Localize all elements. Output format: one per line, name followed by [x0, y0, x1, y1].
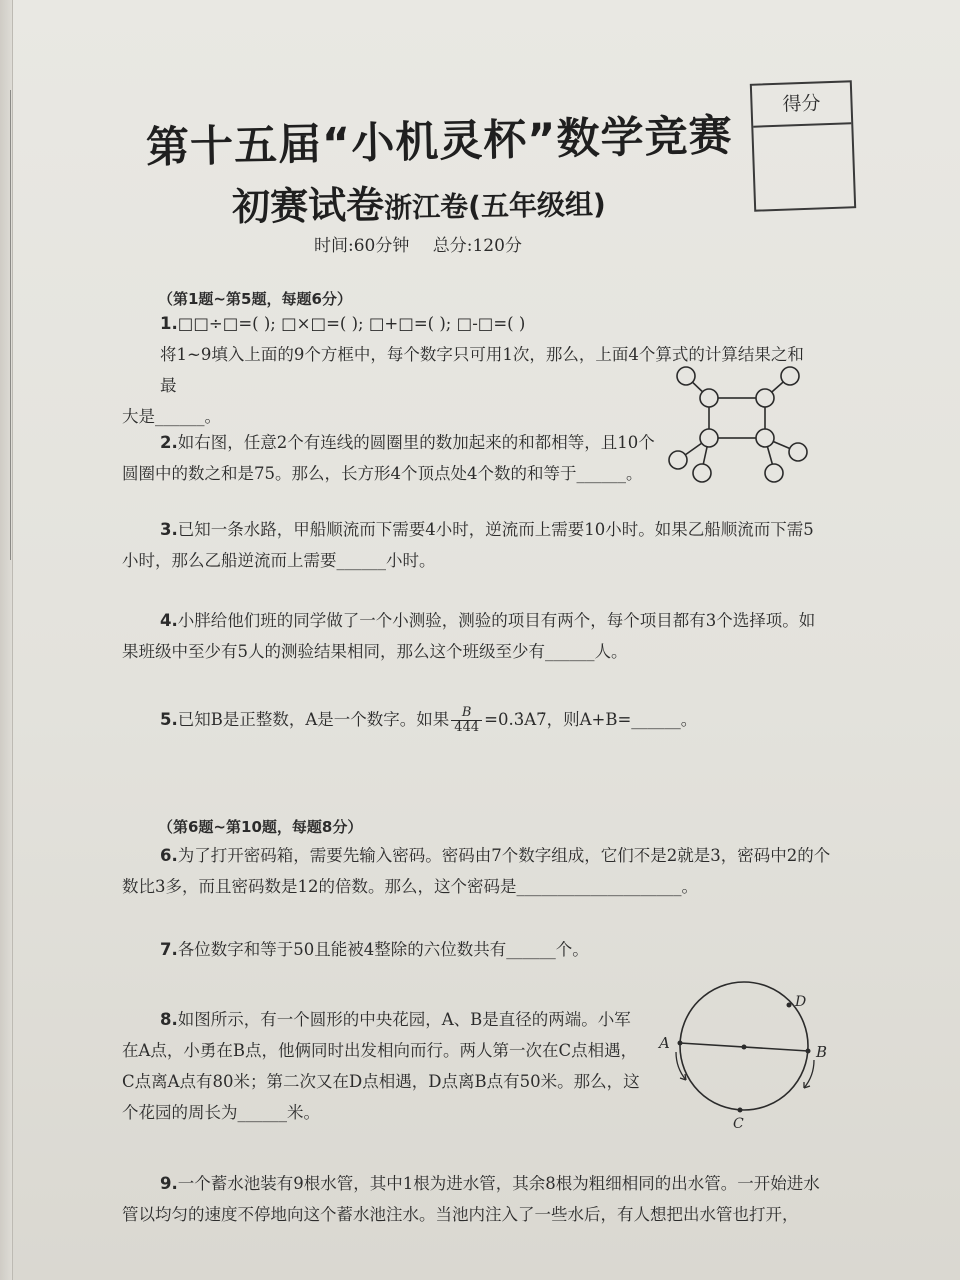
label-d: D [795, 994, 807, 1010]
question-6-line-2: 数比3多，而且密码数是12的倍数。那么，这个密码是____________________。 [122, 877, 698, 896]
question-2-line-2: 圆圈中的数之和是75。那么，长方形4个顶点处4个数的和等于______。 [122, 464, 643, 483]
section-header-1: （第1题~第5题，每题6分） [158, 290, 352, 308]
score-label: 得分 [752, 82, 851, 127]
question-8 [122, 1004, 660, 1128]
graph-node [669, 451, 687, 469]
total-info: 总分:120分 [432, 236, 522, 256]
circle-garden-figure [656, 980, 836, 1130]
graph-rectangle [709, 398, 765, 438]
question-1-number: 1. [160, 314, 178, 333]
graph-node [756, 429, 774, 447]
question-8-line-3: C点离A点有80米；第二次又在D点相遇，D点离B点有50米。那么，这 [122, 1072, 640, 1091]
graph-node [693, 464, 711, 482]
question-8-line-2: 在A点，小勇在B点，他俩同时出发相向而行。两人第一次在C点相遇， [122, 1041, 638, 1060]
exam-subtitle-main: 初赛试卷 [231, 182, 385, 230]
fraction-numerator: B [451, 706, 482, 721]
graph-node [700, 389, 718, 407]
graph-node [677, 367, 695, 385]
question-7-line-1: 各位数字和等于50且能被4整除的六位数共有______个。 [177, 940, 589, 959]
question-9-line-2: 管以均匀的速度不停地向这个蓄水池注水。当池内注入了一些水后，有人想把出水管也打开， [122, 1205, 799, 1224]
question-2-line-1: 如右图，任意2个有连线的圆圈里的数加起来的和都相等，且10个 [177, 433, 655, 452]
question-5-fraction [451, 706, 482, 735]
question-6-line-1: 为了打开密码箱，需要先输入密码。密码由7个数字组成，它们不是2就是3，密码中2的个 [177, 846, 831, 865]
point-c-dot [738, 1108, 743, 1113]
fraction-denominator: 444 [454, 720, 480, 735]
graph-node [700, 429, 718, 447]
question-5-post: =0.3̇A7̇，则A+B=______。 [484, 710, 698, 729]
page-fold [0, 0, 13, 1280]
exam-meta [314, 231, 540, 256]
question-2 [122, 427, 660, 489]
graph-figure [664, 360, 814, 495]
exam-subtitle [232, 168, 713, 231]
question-9-line-1: 一个蓄水池装有9根水管，其中1根为进水管，其余8根为粗细相同的出水管。一开始进水 [177, 1174, 820, 1193]
label-a: A [659, 1034, 670, 1052]
point-a-dot [678, 1041, 683, 1046]
question-4-line-1: 小胖给他们班的同学做了一个小测验，测验的项目有两个，每个项目都有3个选择项。如 [177, 611, 816, 630]
section-header-2: （第6题~第10题，每题8分） [158, 818, 363, 836]
question-3-line-2: 小时，那么乙船逆流而上需要______小时。 [122, 551, 436, 570]
question-4-line-2: 果班级中至少有5人的测验结果相同，那么这个班级至少有______人。 [122, 642, 628, 661]
question-1-blank: 大是______。 [122, 407, 221, 426]
graph-node [781, 367, 799, 385]
question-5-pre: 已知B是正整数，A是一个数字。如果 [177, 710, 450, 729]
question-7 [160, 934, 840, 965]
exam-title: 第十五届“小机灵杯”数学竞赛 [145, 110, 734, 174]
question-4-number: 4. [160, 611, 178, 630]
exam-subtitle-sub: 浙江卷(五年级组) [383, 187, 607, 225]
question-1-text: 将1~9填入上面的9个方框中，每个数字只可用1次，那么，上面4个算式的计算结果之和最 [160, 345, 804, 395]
question-3 [122, 514, 840, 576]
point-d-dot [787, 1003, 792, 1008]
score-box [750, 80, 856, 211]
question-3-line-1: 已知一条水路，甲船顺流而下需要4小时，逆流而上需要10小时。如果乙船顺流而下需5 [177, 520, 814, 539]
question-6-number: 6. [160, 846, 178, 865]
question-1-formula: □□÷□=( ); □×□=( ); □+□=( ); □-□=( ) [177, 314, 526, 333]
point-b-dot [806, 1049, 811, 1054]
question-5 [160, 704, 840, 735]
circle-center-dot [742, 1045, 747, 1050]
label-b: B [816, 1043, 828, 1061]
graph-node [756, 389, 774, 407]
question-8-line-1: 如图所示，有一个圆形的中央花园，A、B是直径的两端。小军 [177, 1010, 631, 1029]
question-4 [122, 605, 840, 667]
fold-line [10, 90, 11, 560]
question-5-number: 5. [160, 710, 178, 729]
question-8-line-4: 个花园的周长为______米。 [122, 1103, 320, 1122]
time-info: 时间:60分钟 [314, 236, 410, 256]
graph-node [765, 464, 783, 482]
question-3-number: 3. [160, 520, 178, 539]
question-9 [122, 1168, 850, 1230]
question-9-number: 9. [160, 1174, 178, 1193]
question-2-number: 2. [160, 433, 178, 452]
question-6 [122, 840, 840, 902]
question-8-number: 8. [160, 1010, 178, 1029]
graph-node [789, 443, 807, 461]
label-c: C [733, 1116, 744, 1130]
question-7-number: 7. [160, 940, 178, 959]
